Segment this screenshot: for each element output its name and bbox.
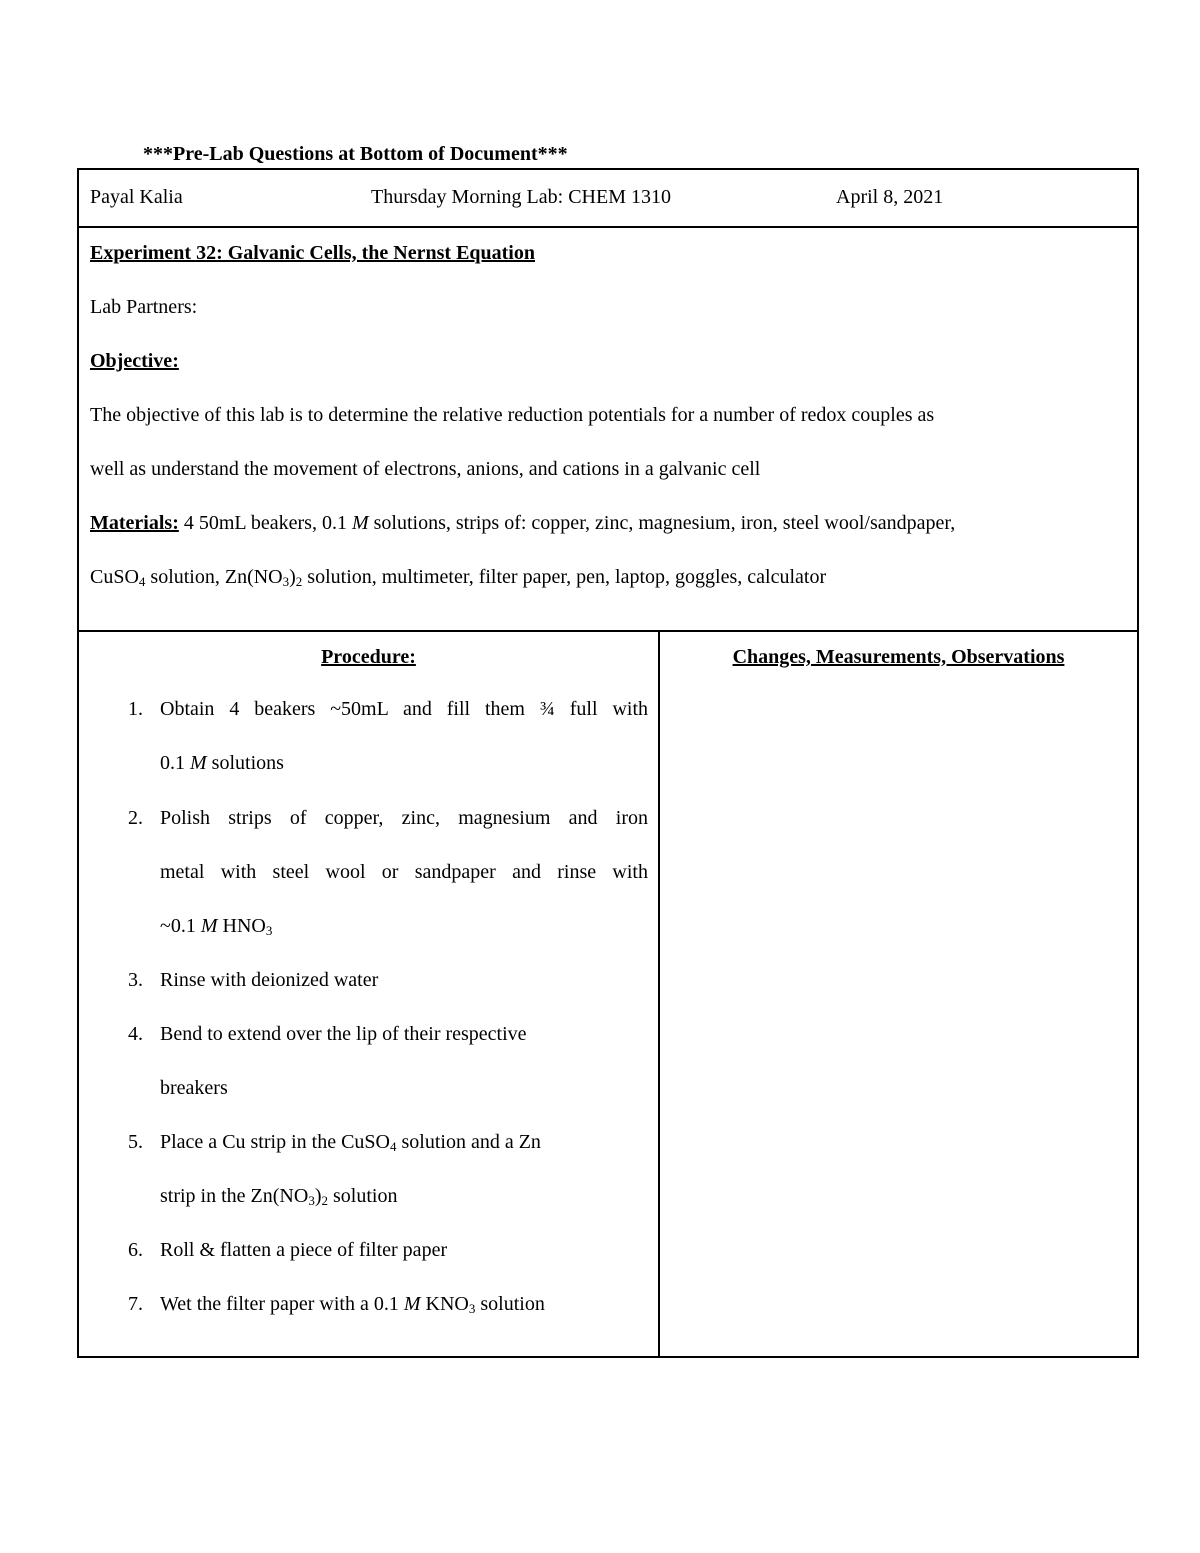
step-number: 1. (128, 698, 143, 720)
step-number: 5. (128, 1131, 143, 1153)
objective-text-line-1: The objective of this lab is to determine the relative reduction potentials for a number of redox couples as (90, 404, 935, 426)
step-text: Rinse with deionized water (160, 969, 379, 991)
step-text: Wet the filter paper with a 0.1 M $KNO_3$ solution (160, 1293, 545, 1316)
experiment-section (79, 228, 1137, 632)
step-number: 4. (128, 1023, 143, 1045)
step-text: breakers (160, 1077, 228, 1099)
step-text: ~0.1 M $HNO_3$ (160, 915, 273, 938)
objective-text-line-2: well as understand the movement of electrons, anions, and cations in a galvanic cell (90, 458, 761, 480)
materials-text: solution, multimeter, filter paper, pen, laptop, goggles, calculator (302, 566, 827, 588)
materials-text: solution, Zn(NO (145, 566, 283, 588)
lab-date: April 8, 2021 (836, 186, 944, 208)
observations-heading: Changes, Measurements, Observations (732, 646, 1065, 668)
materials-text: 4 50mL beakers, 0.1 (178, 512, 352, 534)
step-text: Roll & flatten a piece of filter paper (160, 1239, 448, 1261)
prelab-banner: ***Pre-Lab Questions at Bottom of Document*** (143, 143, 568, 165)
header-row (79, 170, 1137, 228)
subscript: 2 (295, 574, 303, 589)
procedure-row (79, 632, 1137, 1358)
materials-line-1 (90, 512, 955, 535)
student-name: Payal Kalia (90, 186, 183, 208)
step-text: strip in the $Zn(NO_3)_2$ solution (160, 1185, 398, 1208)
lab-section: Thursday Morning Lab: CHEM 1310 (371, 186, 671, 208)
step-number: 2. (128, 807, 143, 829)
procedure-heading: Procedure: (321, 646, 416, 668)
step-text: Place a Cu strip in the CuSO$_4$ solution and a Zn (160, 1131, 541, 1154)
molarity-symbol: M (351, 512, 369, 534)
step-number: 7. (128, 1293, 143, 1315)
step-number: 6. (128, 1239, 143, 1261)
materials-line-2 (90, 566, 826, 589)
materials-heading: Materials: (90, 512, 179, 534)
step-text: 0.1 M solutions (160, 752, 284, 774)
materials-text: CuSO (90, 566, 139, 588)
subscript: 3 (282, 574, 290, 589)
step-text: Polish strips of copper, zinc, magnesium and iron (160, 807, 648, 829)
materials-text: ) (289, 566, 296, 588)
objective-heading: Objective: (90, 350, 179, 372)
step-text: Bend to extend over the lip of their respective (160, 1023, 527, 1045)
step-text: Obtain 4 beakers ~50mL and fill them ¾ full with (160, 698, 648, 720)
materials-text: solutions, strips of: copper, zinc, magnesium, iron, steel wool/sandpaper, (368, 512, 956, 534)
subscript: 4 (138, 574, 146, 589)
experiment-title: Experiment 32: Galvanic Cells, the Nernst Equation (90, 242, 535, 264)
procedure-column (79, 632, 660, 1356)
lab-partners-label: Lab Partners: (90, 296, 198, 318)
lab-sheet-table (77, 168, 1139, 1358)
step-number: 3. (128, 969, 143, 991)
observations-column (660, 632, 1137, 1356)
step-text: metal with steel wool or sandpaper and rinse with (160, 861, 648, 883)
